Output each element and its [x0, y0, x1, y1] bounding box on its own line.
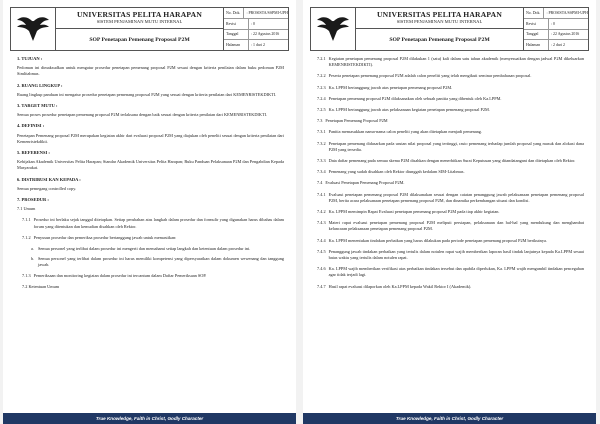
list-item [317, 192, 584, 204]
sop-title: SOP Penetapan Pemenang Proposal P2M [389, 36, 490, 43]
footer-motto: True Knowledge, Faith in Christ, Godly Character [303, 413, 596, 424]
list-item [22, 217, 284, 229]
list-item [317, 238, 584, 244]
item-number: 7.2.2 [317, 73, 326, 79]
item-text: Ka. LPPM memimpin Rapat Evaluasi penetapan pemenang proposal P2M pada tiap akhir kegiatan. [328, 209, 500, 215]
item-text: Prosedur ini berlaku sejak tanggal ditetapkan. Setiap perubahan atas langkah dalam prosedur dan formulir yang digunakan harus dibahas dalam forum yang ditentukan dan kemudian disahkan oleh Rektor. [33, 217, 284, 229]
item-letter: b. [31, 256, 35, 262]
item-number: 7.4.6 [317, 266, 326, 272]
item-number: 7.2.5 [317, 107, 326, 113]
meta-label: Halaman [524, 40, 549, 50]
document-page-2 [303, 0, 596, 424]
section-text: Kebijakan Akademik Universitas Pelita Harapan; Standar Akademik Universitas Pelita Harapan; Buku Panduan Pelaksanaan P2M dan Pengabdian Kepada Masyarakat. [17, 159, 284, 171]
document-meta [524, 8, 588, 50]
sub-list-item [31, 256, 284, 268]
section-text: Penetapan Pemenang proposal P2M merupakan kegiatan akhir dari evaluasi proposal P2M yang diajukan oleh peneliti sesuai dengan kriteria penilaian dari Kemenristekdikti. [17, 132, 284, 144]
document-page-1 [3, 0, 296, 424]
item-text: Semua personel yang terlibat dalam prosedur ini mengerti dan memahami setiap langkah dan ketentuan dalam prosedur ini. [38, 246, 251, 252]
list-item [317, 249, 584, 261]
list-item [317, 180, 584, 186]
university-logo-icon [16, 14, 50, 44]
item-text: Panitia memasukkan nama-nama calon peneliti yang akan ditetapkan menjadi pemenang. [328, 129, 483, 135]
item-number: 7.4.1 [317, 191, 326, 197]
document-header [10, 7, 289, 51]
meta-label: Tanggal [224, 30, 249, 40]
section-text: Semua proses prosedur penetapan pemenang proposal P2M terlaksana dengan baik sesuai dengan kriteria penilaian dari KEMENRISTEKDIKTI. [17, 112, 268, 118]
document-body [17, 56, 284, 295]
item-number: 7.2.1 [317, 56, 326, 61]
item-number: 7.3.3 [317, 158, 326, 164]
university-name: UNIVERSITAS PELITA HARAPAN [76, 10, 203, 19]
item-number: 7.3.4 [317, 169, 326, 175]
item-number: 7.3 [317, 118, 323, 124]
item-number: 7.4.2 [317, 209, 326, 215]
meta-label: No. Dok. [224, 8, 244, 18]
list-item [317, 129, 584, 135]
footer-motto: True Knowledge, Faith in Christ, Godly Character [3, 413, 296, 424]
item-text: Evaluasi penetapan pemenang proposal P2M dilaksanakan sesuai dengan catatan penanggung jawab pelaksanaan penetapan pemenang proposal P2M, berita acara pelaksanaan penetapan pemenang proposal P2M, dan dinamika perkembangan situasi dan kondisi. [328, 191, 584, 203]
list-item [317, 73, 584, 79]
item-text: Materi rapat evaluasi penetapan pemenang proposal P2M meliputi persiapan, pelaksanaan dan hal-hal yang mendukung dan menghambat kelancaran pelaksanaan penetapan pemenang proposal P2M. [328, 220, 584, 232]
list-item [317, 96, 584, 102]
meta-value: : 0 [251, 21, 255, 26]
section-title: 4. DEFINISI : [17, 123, 45, 129]
list-item [317, 284, 584, 290]
list-item [317, 107, 584, 113]
item-text: Ka. LPPM menentukan tindakan perbaikan yang harus dilakukan pada periode penetapan pemenang proposal P2M berikutnya. [328, 237, 547, 243]
section-title: 3. TARGET MUTU : [17, 103, 58, 109]
item-number: 7.4.4 [317, 237, 326, 243]
meta-label: Revisi [224, 19, 249, 29]
section-title: 7. PROSEDUR : [17, 197, 49, 203]
meta-label: Revisi [524, 19, 549, 29]
university-subtitle: SISTEM PENJAMINAN MUTU INTERNAL [96, 19, 183, 24]
list-item [317, 85, 584, 91]
section-text: Semua pemegang controlled copy. [17, 185, 77, 191]
item-text: Data daftar pemenang pada semua skema P2M disahkan dengan menerbitkan Surat Keputusan yang ditandatangani dan ditetapkan oleh Rektor. [328, 158, 576, 164]
item-text: Penetapan Pemenang Proposal P2M [325, 118, 388, 124]
sop-title: SOP Penetapan Pemenang Proposal P2M [89, 36, 190, 43]
list-item [317, 56, 584, 68]
list-item [22, 235, 284, 241]
item-text: Pemenang yang sudah disahkan oleh Rektor diunggah kedalam SIM-Litabmas. [328, 169, 465, 175]
list-item [22, 273, 284, 279]
meta-value: : PROSISTA/SSPMI-UPH [546, 10, 588, 15]
list-item [317, 220, 584, 232]
meta-value: : PROSISTA/SSPMI-UPH [246, 10, 288, 15]
logo-cell [311, 8, 356, 50]
university-logo-icon [316, 14, 350, 44]
item-number: 7.1.3 [22, 272, 31, 278]
item-text: Ka. LPPM bertanggung jawab atas pelaksanaan kegiatan penetapan pemenang proposal P2M. [328, 107, 490, 113]
item-text: Ka. LPPM bertanggung jawab atas penetapan pemenang proposal P2M. [328, 84, 453, 90]
item-number: 7.3.2 [317, 140, 326, 146]
list-item [317, 158, 584, 164]
item-number: 7.2.4 [317, 95, 326, 101]
item-letter: a. [31, 246, 34, 252]
item-number: 7.4.7 [317, 283, 326, 289]
item-text: Penyusun prosedur dan pemeriksa prosedur bertanggung jawab untuk memastikan: [33, 234, 177, 240]
item-text: Pemeriksaan dan monitoring kegiatan dalam prosedur ini tercantum dalam Daftar Pemeriksaan SOP. [33, 272, 207, 278]
document-body [317, 56, 584, 295]
section-text: Pedoman ini dimaksudkan untuk mengatur prosedur penetapan pemenang proposal P2M sesuai dengan kriteria penilaian dalam buku pedoman P2M Simlitabmas. [17, 65, 284, 77]
item-text: Hasil rapat evaluasi dilaporkan oleh Ka.LPPM kepada Wakil Rektor I (Akademik). [328, 283, 472, 289]
item-text: Penetapan pemenang proposal P2M dilaksanakan oleh sebuah panitia yang dibentuk oleh Ka.LPPM. [328, 95, 502, 101]
item-number: 7.4.5 [317, 248, 326, 254]
item-number: 7.1.1 [22, 217, 31, 223]
item-number: 7.4.3 [317, 220, 326, 226]
document-meta [224, 8, 288, 50]
item-number: 7.3.1 [317, 129, 326, 135]
page-number: : 2 dari 2 [551, 43, 565, 48]
item-text: Ka. LPPM wajib memberikan verifikasi atas perbaikan tindakan tersebut dan apabila diperlukan, Ka. LPPM wajib mengambil tindakan pencegahan agar tidak terjadi lagi. [328, 266, 584, 278]
list-item [317, 118, 584, 124]
meta-label: No. Dok. [524, 8, 544, 18]
section-text: Ruang lingkup panduan ini mengatur prosedur penetapan pemenang proposal P2M yang sesuai dengan kriteria penilaian dari KEMENRISTEKDIKTI. [17, 91, 277, 97]
subsection-title: 7.2 Ketentuan Umum [22, 283, 60, 289]
meta-label: Halaman [224, 40, 249, 50]
item-text: Semua personel yang terlibat dalam prosedur ini harus memiliki kompetensi yang dipersyaratkan dalam dokumen wewenang dan tanggung jawab. [38, 256, 284, 268]
logo-cell [11, 8, 56, 50]
item-text: Peserta penetapan pemenang proposal P2M adalah calon peneliti yang telah mengikuti seminar pembahasan proposal. [328, 73, 532, 79]
page-number: : 1 dari 2 [251, 43, 265, 48]
item-number: 7.4 [317, 180, 323, 186]
list-item [317, 209, 584, 215]
section-title: 6. DISTRIBUSI KAN KEPADA : [17, 176, 81, 182]
university-subtitle: SISTEM PENJAMINAN MUTU INTERNAL [396, 19, 483, 24]
section-title: 2. RUANG LINGKUP : [17, 82, 63, 88]
sub-list-item [31, 246, 284, 252]
meta-label: Tanggal [524, 30, 549, 40]
item-number: 7.1.2 [22, 234, 31, 240]
item-text: Penanggung jawab tindakan perbaikan yang tertulis dalam notulen rapat wajib memberikan laporan hasil tindak lanjutnya kepada Ka.LPPM sesuai batas waktu yang tertulis dalam notulen rapat. [328, 248, 584, 261]
item-text: Evaluasi Penetapan Pemenang Proposal P2M. [325, 180, 405, 186]
section-title: 1. TUJUAN : [17, 56, 43, 61]
subsection-title: 7.1 Umum [17, 206, 36, 212]
meta-value: : 0 [551, 21, 555, 26]
list-item [317, 141, 584, 153]
meta-value: : 22 Agustus 2016 [551, 32, 580, 37]
item-text: Kegiatan penetapan pemenang proposal P2M dilakukan 1 (satu) kali dalam satu tahun akademik (menyesuaikan dengan jadwal P2M dikeluarkan KEMENRISTEKDIKTI). [328, 56, 584, 68]
list-item [317, 169, 584, 175]
item-number: 7.2.3 [317, 84, 326, 90]
meta-value: : 22 Agustus 2016 [251, 32, 280, 37]
item-text: Penetapan pemenang didasarkan pada urutan nilai proposal yang tertinggi, rasio pemenang terhadap jumlah proposal yang masuk dan alokasi dana P2M yang tersedia. [328, 140, 584, 152]
document-header [310, 7, 589, 51]
university-name: UNIVERSITAS PELITA HARAPAN [376, 10, 503, 19]
list-item [317, 266, 584, 278]
section-title: 5. REFERENSI : [17, 150, 50, 156]
